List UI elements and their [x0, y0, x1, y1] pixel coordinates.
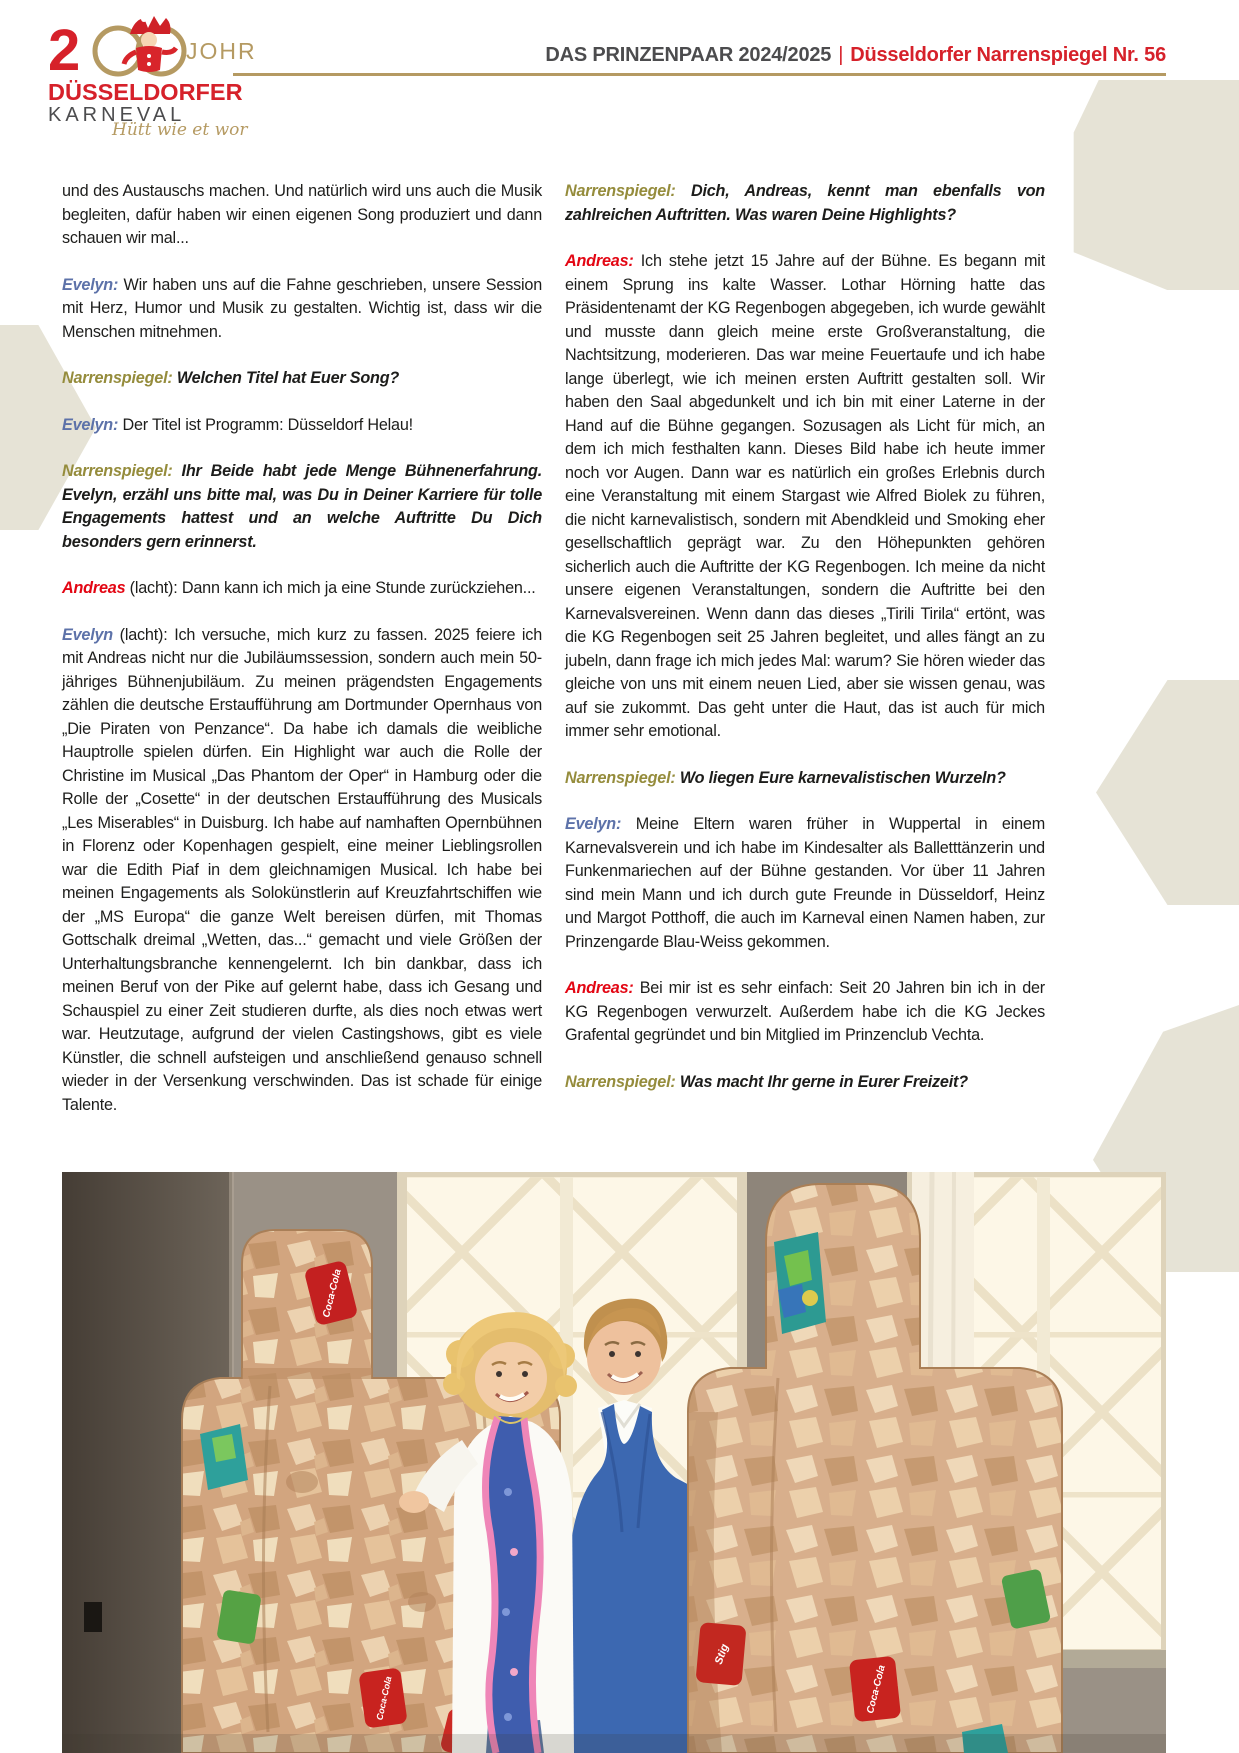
- question-text: Ihr Beide habt jede Menge Bühnenerfahrung. Evelyn, erzähl uns bitte mal, was Du in Deiner Karriere für tolle Engagements hattest und an welche Auftritte Du Dich besonders gern erinnerst.: [62, 462, 542, 551]
- speaker-label-andreas: Andreas:: [565, 979, 634, 997]
- paragraph-text: Ich versuche, mich kurz zu fassen. 2025 feiere ich mit Andreas nicht nur die Jubiläumssession, sondern auch mein 50-jähriges Bühnenjubiläum. Zu meinen prägendsten Engagements zählen die deutsche Erstaufführung am Dortmunder Opernhaus von „Die Piraten von Penzance“. Da habe ich damals die weibliche Hauptrolle spielen dürfen. Ein Highlight war auch die Rolle der Christine im Musical „Das Phantom der Oper“ in Hamburg oder die Rolle der „Cosette“ in der deutschen Erstaufführung des Musicals „Les Miserables“ in Duisburg. Ich habe auf namhaften Opernbühnen in Florenz oder Kopenhagen gespielt, eine meiner Lieblingsrollen war die Edith Piaf in dem gleichnamigen Musical. Ich habe bei meinen Engagements als Solokünstlerin auf Kreuzfahrtschiffen wie der „MS Europa“ die ganze Welt bereisen dürfen, mit Thomas Gottschalk dreimal „Wetten, das...“ gemacht und viele Größen der Unterhaltungsbranche kennengelernt. Ich bin dankbar, dass ich meinen Beruf von der Pike auf gelernt habe, dass ich Gesang und Schauspiel zu einer Zeit studieren durfte, als dies noch etwas wert war. Heutzutage, aufgrund der vielen Castingshows, gibt es viele Künstler, die schnell aufsteigen und anschließend genauso schnell wieder in der Versenkung verschwinden. Das ist schade für einige Talente.: [62, 625, 543, 1114]
- paragraph-andreas: [565, 250, 1045, 744]
- paragraph-question: [565, 1071, 1045, 1095]
- logo-johr: JOHR: [186, 38, 257, 64]
- question-text: Was macht Ihr gerne in Eurer Freizeit?: [675, 1072, 968, 1091]
- paragraph-text: Dann kann ich mich ja eine Stunde zurückziehen...: [181, 579, 536, 597]
- coke-can-label: Coca-Cola: [374, 1675, 394, 1722]
- speaker-label-andreas: Andreas:: [565, 252, 634, 270]
- karneval-jubilee-logo: [48, 14, 258, 138]
- paragraph-text: Der Titel ist Programm: Düsseldorf Helau!: [118, 415, 413, 434]
- page-title-issue: Düsseldorfer Narrenspiegel Nr. 56: [850, 44, 1166, 66]
- decorative-polygon-top-right: [1072, 80, 1239, 290]
- paragraph-andreas: [565, 977, 1045, 1048]
- speaker-label-evelyn: Evelyn: [62, 625, 113, 644]
- interview-photo: [62, 1172, 1166, 1753]
- speaker-label-narrenspiegel: Narrenspiegel:: [565, 182, 676, 200]
- speaker-label-narrenspiegel: Narrenspiegel:: [62, 462, 173, 480]
- question-text: Dich, Andreas, kennt man ebenfalls von zahlreichen Auftritten. Was waren Deine Highlights?: [565, 182, 1045, 224]
- paragraph-text: Meine Eltern waren früher in Wuppertal in einem Karnevalsverein und ich habe im Kindesalter als Balletttänzerin und Funkenmariechen auf der Bühne gestanden. Vor über 11 Jahren sind mein Mann und ich durch gute Freunde in Düsseldorf, Heinz und Margot Potthoff, die auch im Karneval einen Namen haben, zur Prinzengarde Blau-Weiss gekommen.: [565, 815, 1045, 951]
- paragraph-text: Wir haben uns auf die Fahne geschrieben, unsere Session mit Herz, Humor und Musik zu gestalten. Wichtig ist, dass wir die Menschen mitnehmen.: [62, 275, 542, 341]
- logo-motto-script: Hütt wie et wor: [112, 120, 248, 138]
- decorative-polygon-mid-right: [1096, 680, 1239, 905]
- paragraph-andreas: [62, 577, 542, 601]
- left-column: [62, 180, 542, 1140]
- right-column: [565, 180, 1045, 1140]
- logo-duesseldorfer: DÜSSELDORFER: [48, 79, 243, 105]
- man-face: [587, 1321, 661, 1395]
- paragraph-text: Bei mir ist es sehr einfach: Seit 20 Jahren bin ich in der KG Regenbogen verwurzelt. Außerdem habe ich die KG Jeckes Grafental gegründet und bin Mitglied im Prinzenclub Vechta.: [565, 979, 1045, 1044]
- paragraph-text: Ich stehe jetzt 15 Jahre auf der Bühne. Es begann mit einem Sprung ins kalte Wasser. Lothar Hörning hatte das Präsidentenamt der KG Regenbogen abgegeben, ich wurde gewählt und musste dann gleich meine erste Großveranstaltung, die Nachtsitzung, moderieren. Das war meine Feuertaufe und ich habe lange überlegt, wie ich meinen ersten Auftritt gestalten soll. Wir haben den Saal abgedunkelt und ich bin mit einer Laterne in der Hand auf die Bühne gegangen. Sozusagen als Licht für mich, an dem ich mich festhalten kann. Dieses Bild habe ich heute immer noch vor Augen. Dann war es natürlich ein großes Erlebnis durch eine Veranstaltung mit einem Stargast wie Alfred Biolek zu führen, die nicht karnevalistisch, sondern mit Abendkleid und Smoking eher gesellschaftlich geprägt war. Zu den Höhepunkten gehören sicherlich auch die Auftritte der KG Regenbogen. Ich meine da nicht unsere eigenen Veranstaltungen, sondern die Auftritte bei den Karnevalsvereinen. Wenn dann das dieses „Tirili Tirila“ ertönt, was die KG Regenbogen seit 25 Jahren begleitet, und alles fängt an zu jubeln, dann frage ich mich jedes Mal: warum? Sie hören wieder das gleiche von uns mit einem neuen Lied, aber sie wissen genau, was auf sie zukommt. Das geht unter die Haut, das ist auch für mich immer sehr emotional.: [565, 252, 1045, 740]
- speaker-aside: (lacht):: [125, 579, 182, 597]
- speaker-label-andreas: Andreas: [62, 579, 126, 597]
- paragraph-question: [565, 767, 1045, 791]
- green-can-patch: [216, 1589, 261, 1644]
- page-title-separator: |: [838, 44, 844, 66]
- paragraph-evelyn: [62, 274, 542, 345]
- paragraph-continuation: [62, 180, 542, 251]
- photo-light-switch: [84, 1602, 102, 1632]
- coke-can-label: Coca-Cola: [865, 1664, 888, 1715]
- paragraph-question: [62, 367, 542, 391]
- paragraph-question: [62, 460, 542, 554]
- paragraph-question: [565, 180, 1045, 227]
- woman-hand: [399, 1491, 429, 1513]
- header-divider: [233, 73, 1166, 76]
- question-text: Wo liegen Eure karnevalistischen Wurzeln?: [675, 768, 1006, 787]
- speaker-label-evelyn: Evelyn:: [62, 275, 119, 294]
- article-columns: [62, 180, 1045, 1140]
- coke-can-label: Coca-Cola: [321, 1268, 344, 1319]
- paragraph-evelyn: [565, 813, 1045, 954]
- logo-karneval: KARNEVAL: [48, 104, 186, 126]
- paragraph-evelyn: [62, 624, 542, 1118]
- speaker-label-narrenspiegel: Narrenspiegel:: [62, 369, 173, 387]
- paragraph-text: und des Austauschs machen. Und natürlich wird uns auch die Musik begleiten, dafür haben wir einen eigenen Song produziert und dann schauen wir mal...: [62, 182, 542, 247]
- speaker-label-narrenspiegel: Narrenspiegel:: [565, 768, 676, 787]
- logo-number: 2: [48, 18, 81, 83]
- speaker-label-narrenspiegel: Narrenspiegel:: [565, 1072, 676, 1091]
- speaker-label-evelyn: Evelyn:: [62, 415, 119, 434]
- question-text: Welchen Titel hat Euer Song?: [172, 369, 400, 387]
- page-title: [0, 44, 1166, 67]
- speaker-aside: (lacht):: [113, 625, 175, 644]
- speaker-label-evelyn: Evelyn:: [565, 815, 622, 833]
- woman-face: [475, 1342, 547, 1414]
- paragraph-evelyn: [62, 414, 542, 438]
- page-title-main: DAS PRINZENPAAR 2024/2025: [545, 44, 832, 66]
- red-can-label: Stig: [712, 1642, 732, 1667]
